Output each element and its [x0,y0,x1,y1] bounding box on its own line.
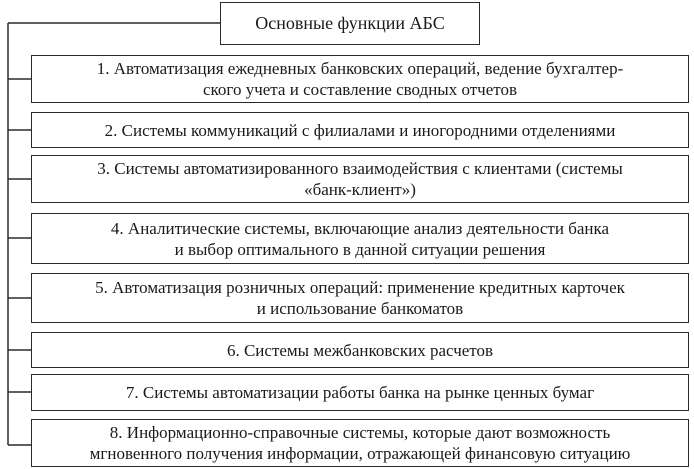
function-5-line-2: и использование банкоматов [256,299,464,318]
function-3-line-2: «банк-клиент») [304,180,416,199]
function-box-4 [31,213,689,264]
function-box-5 [31,273,689,323]
function-1-line-2: ского учета и составление сводных отчетов [202,80,518,99]
function-box-7 [31,374,689,411]
function-5-line-1: 5. Автоматизация розничных операций: применение кредитных карточек [95,278,625,297]
function-7-line-1: 7. Системы автоматизации работы банка на рынке ценных бумаг [125,383,595,402]
function-box-1 [31,55,689,103]
function-4-line-2: и выбор оптимального в данной ситуации решения [174,239,546,259]
function-8-line-1: 8. Информационно-справочные системы, которые дают возможность [109,423,611,442]
function-6-line-1: 6. Системы межбанковских расчетов [226,340,494,360]
function-box-6 [31,332,689,368]
function-2-line-1: 2. Системы коммуникаций с филиалами и иногородними отделениями [104,120,616,140]
function-4-line-1: 4. Аналитические системы, включающие анализ деятельности банка [110,218,610,238]
function-1-line-1: 1. Автоматизация ежедневных банковских операций, ведение бухгалтер- [96,59,624,78]
diagram-title [220,2,480,45]
function-3-line-1: 3. Системы автоматизированного взаимодействия с клиентами (системы [97,159,623,178]
function-box-2 [31,112,689,148]
diagram-title-text: Основные функции АБС [255,13,445,33]
function-8-line-2: мгновенного получения информации, отражающей финансовую ситуацию [89,444,631,463]
function-box-8 [31,419,689,467]
function-box-3 [31,155,689,203]
